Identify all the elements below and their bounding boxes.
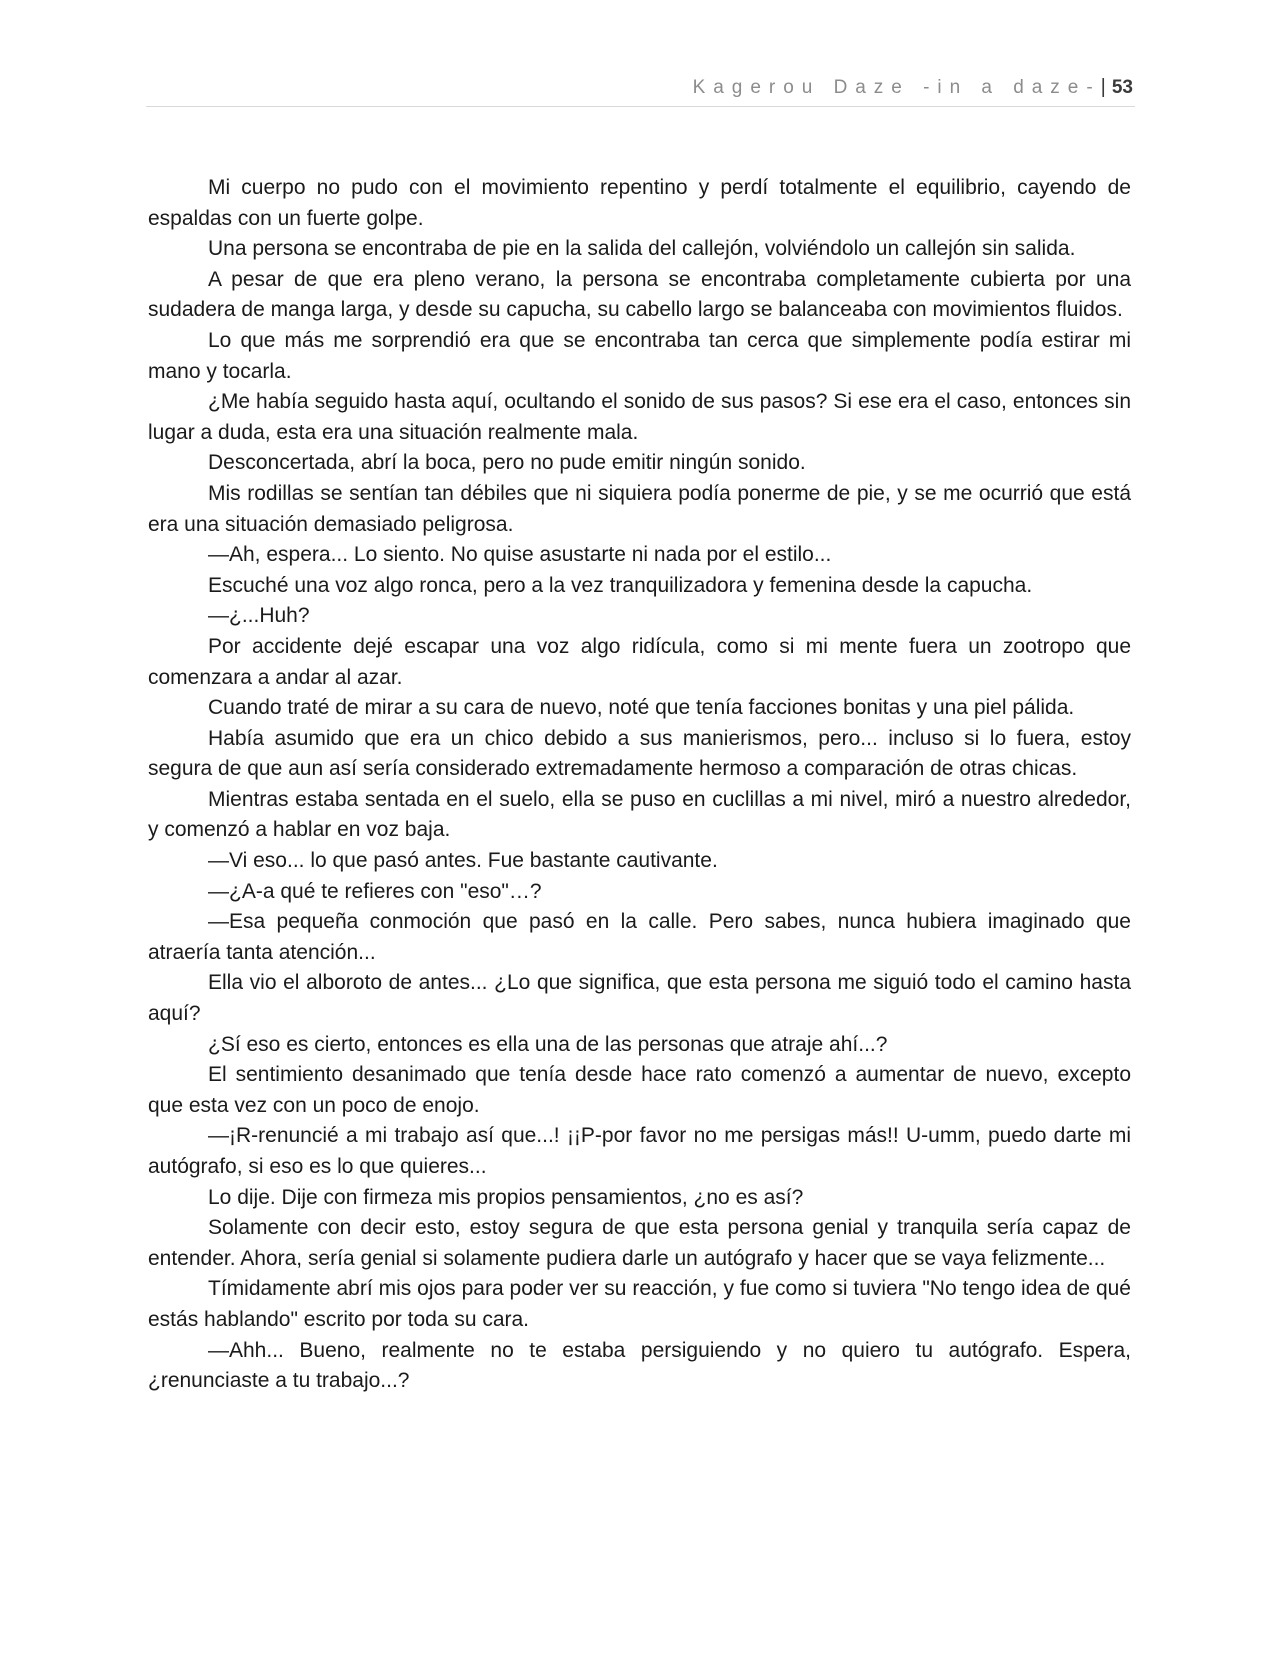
paragraph: Por accidente dejé escapar una voz algo ridícula, como si mi mente fuera un zootropo que comenzara a andar al azar.: [148, 634, 1131, 689]
dialogue-line: —¿A-a qué te refieres con "eso"…?: [208, 879, 542, 903]
dialogue-line: —¡R-renuncié a mi trabajo así que...! ¡¡P-por favor no me persigas más!! U-umm, puedo darte mi autógrafo, si eso es lo que quieres...: [148, 1124, 1131, 1178]
paragraph: Mi cuerpo no pudo con el movimiento repentino y perdí totalmente el equilibrio, cayendo de espaldas con un fuerte golpe.: [148, 176, 1131, 230]
page-header: [146, 74, 1135, 107]
paragraph: Escuché una voz algo ronca, pero a la vez tranquilizadora y femenina desde la capucha.: [208, 573, 1033, 597]
paragraph: ¿Me había seguido hasta aquí, ocultando el sonido de sus pasos? Si ese era el caso, entonces sin lugar a duda, esta era una situación realmente mala.: [148, 390, 1131, 444]
paragraph: Ella vio el alboroto de antes... ¿Lo que significa, que esta persona me siguió todo el camino hasta aquí?: [148, 971, 1131, 1026]
paragraph: Una persona se encontraba de pie en la salida del callejón, volviéndolo un callejón sin salida.: [208, 237, 1076, 261]
header-separator: |: [1100, 76, 1106, 98]
body-text: [148, 173, 1131, 1397]
paragraph: Lo dije. Dije con firmeza mis propios pensamientos, ¿no es así?: [208, 1185, 804, 1209]
dialogue-line: —¿...Huh?: [208, 604, 310, 628]
paragraph: Tímidamente abrí mis ojos para poder ver su reacción, y fue como si tuviera "No tengo idea de qué estás hablando" escrito por toda su cara.: [148, 1277, 1131, 1331]
dialogue-line: —Vi eso... lo que pasó antes. Fue bastante cautivante.: [208, 849, 718, 873]
paragraph: Lo que más me sorprendió era que se encontraba tan cerca que simplemente podía estirar mi mano y tocarla.: [148, 328, 1131, 383]
paragraph: El sentimiento desanimado que tenía desde hace rato comenzó a aumentar de nuevo, excepto que esta vez con un poco de enojo.: [148, 1063, 1131, 1117]
paragraph: Cuando traté de mirar a su cara de nuevo, noté que tenía facciones bonitas y una piel pálida.: [208, 696, 1075, 720]
dialogue-line: —Ahh... Bueno, realmente no te estaba persiguiendo y no quiero tu autógrafo. Espera, ¿renunciaste a tu trabajo...?: [148, 1338, 1131, 1393]
dialogue-line: —Esa pequeña conmoción que pasó en la calle. Pero sabes, nunca hubiera imaginado que atraería tanta atención...: [148, 910, 1131, 964]
paragraph: Desconcertada, abrí la boca, pero no pude emitir ningún sonido.: [208, 451, 806, 475]
paragraph: Mientras estaba sentada en el suelo, ella se puso en cuclillas a mi nivel, miró a nuestro alrededor, y comenzó a hablar en voz baja.: [148, 787, 1131, 842]
paragraph: Mis rodillas se sentían tan débiles que ni siquiera podía ponerme de pie, y se me ocurrió que está era una situación demasiado peligrosa.: [148, 481, 1131, 536]
paragraph: ¿Sí eso es cierto, entonces es ella una de las personas que atraje ahí...?: [208, 1032, 888, 1056]
book-title: Kagerou Daze -in a daze-: [692, 76, 1101, 98]
header-content: [693, 76, 1133, 99]
page-number: 53: [1111, 76, 1133, 98]
paragraph: Había asumido que era un chico debido a sus manierismos, pero... incluso si lo fuera, estoy segura de que aun así sería considerado extremadamente hermoso a comparación de otras chicas.: [148, 726, 1131, 781]
paragraph: A pesar de que era pleno verano, la persona se encontraba completamente cubierta por una sudadera de manga larga, y desde su capucha, su cabello largo se balanceaba con movimientos fluidos.: [148, 267, 1131, 322]
paragraph: Solamente con decir esto, estoy segura de que esta persona genial y tranquila sería capaz de entender. Ahora, sería genial si solamente pudiera darle un autógrafo y hacer que se vaya felizmente...: [148, 1216, 1131, 1270]
dialogue-line: —Ah, espera... Lo siento. No quise asustarte ni nada por el estilo...: [208, 543, 832, 567]
